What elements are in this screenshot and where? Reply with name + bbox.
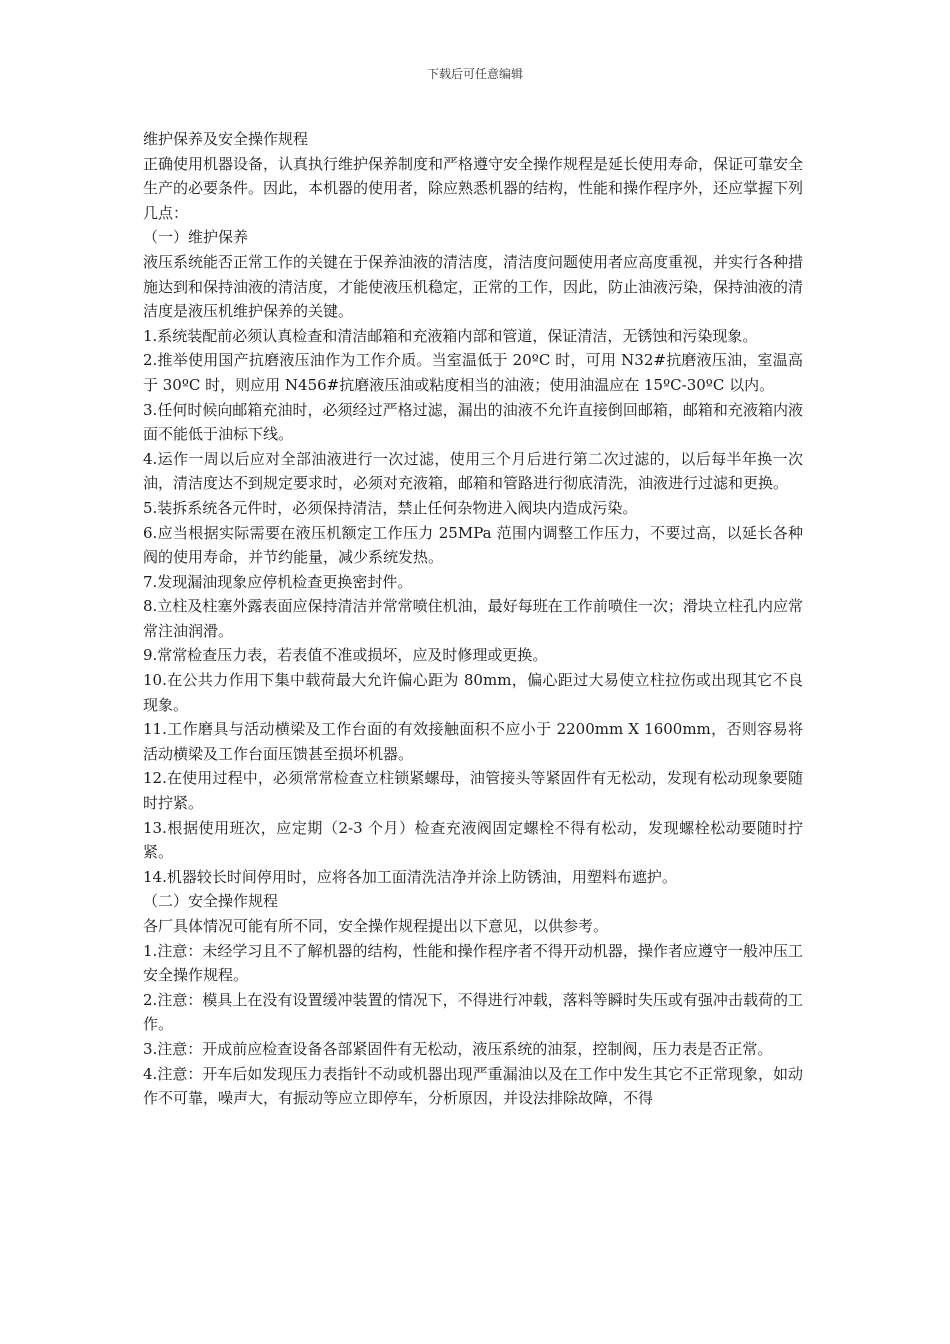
maintenance-item: 14.机器较长时间停用时，应将各加工面清洗洁净并涂上防锈油，用塑料布遮护。 — [143, 867, 677, 886]
section-heading-maintenance: （一）维护保养 — [143, 228, 249, 247]
safety-item: 1.注意：未经学习且不了解机器的结构，性能和操作程序者不得开动机器，操作者应遵守一般冲压工安全操作规程。 — [143, 941, 803, 985]
maintenance-item: 13.根据使用班次，应定期（2-3 个月）检查充液阀固定螺栓不得有松动，发现螺栓松动要随时拧紧。 — [143, 818, 803, 862]
maintenance-item: 2.推举使用国产抗磨液压油作为工作介质。当室温低于 20ºC 时，可用 N32#抗磨液压油，室温高于 30ºC 时，则应用 N456#抗磨液压油或粘度相当的油液；使用油温应在 15ºC-30ºC 以内。 — [143, 351, 803, 394]
section-heading-safety: （二）安全操作规程 — [143, 892, 279, 911]
safety-item: 4.注意：开车后如发现压力表指针不动或机器出现严重漏油以及在工作中发生其它不正常现象，如动作不可靠，噪声大，有振动等应立即停车，分析原因，并设法排除故障，不得 — [143, 1064, 803, 1108]
maintenance-item: 1.系统装配前必须认真检查和清洁邮箱和充液箱内部和管道，保证清洁，无锈蚀和污染现象。 — [143, 326, 758, 345]
safety-item: 3.注意：开成前应检查设备各部紧固件有无松动，液压系统的油泵，控制阀，压力表是否正常。 — [143, 1039, 773, 1058]
maintenance-item: 3.任何时候向邮箱充油时，必须经过严格过滤，漏出的油液不允许直接倒回邮箱，邮箱和充液箱内液面不能低于油标下线。 — [143, 400, 803, 444]
page-header-note: 下载后可任意编辑 — [426, 67, 523, 81]
maintenance-item: 12.在使用过程中，必须常常检查立柱锁紧螺母，油管接头等紧固件有无松动，发现有松动现象要随时拧紧。 — [143, 769, 803, 813]
safety-item: 2.注意：模具上在没有设置缓冲装置的情况下，不得进行冲载，落料等瞬时失压或有强冲击载荷的工作。 — [143, 990, 803, 1034]
maintenance-item: 7.发现漏油现象应停机检查更换密封件。 — [143, 572, 413, 591]
document-body — [143, 127, 803, 1111]
maintenance-item: 5.装拆系统各元件时，必须保持清洁，禁止任何杂物进入阀块内造成污染。 — [143, 498, 638, 517]
maintenance-item: 10.在公共力作用下集中载荷最大允许偏心距为 80mm，偏心距过大易使立柱拉伤或出现其它不良现象。 — [143, 671, 803, 714]
document-title: 维护保养及安全操作规程 — [143, 130, 309, 148]
maintenance-item: 6.应当根据实际需要在液压机额定工作压力 25MPa 范围内调整工作压力，不要过高，以延长各种阀的使用寿命，并节约能量，减少系统发热。 — [143, 523, 803, 567]
maintenance-item: 11.工作磨具与活动横梁及工作台面的有效接触面积不应小于 2200mm X 1600mm，否则容易将活动横梁及工作台面压馈甚至损坏机器。 — [143, 720, 803, 763]
safety-intro: 各厂具体情况可能有所不同，安全操作规程提出以下意见，以供参考。 — [143, 917, 609, 935]
maintenance-item: 4.运作一周以后应对全部油液进行一次过滤，使用三个月后进行第二次过滤的，以后每半年换一次油，清洁度达不到规定要求时，必须对充液箱，邮箱和管路进行彻底清洗，油液进行过滤和更换。 — [143, 449, 803, 493]
maintenance-intro: 液压系统能否正常工作的关键在于保养油液的清洁度，清洁度问题使用者应高度重视，并实行各种措施达到和保持油液的清洁度，才能使液压机稳定，正常的工作，因此，防止油液污染，保持油液的清洁度是液压机维护保养的关键。 — [143, 252, 804, 321]
intro-paragraph: 正确使用机器设备，认真执行维护保养制度和严格遵守安全操作规程是延长使用寿命，保证可靠安全生产的必要条件。因此，本机器的使用者，除应熟悉机器的结构，性能和操作程序外，还应掌握下列几点： — [143, 154, 804, 222]
maintenance-item: 9.常常检查压力表，若表值不准或损坏，应及时修理或更换。 — [143, 646, 548, 665]
maintenance-item: 8.立柱及柱塞外露表面应保持清洁并常常喷住机油，最好每班在工作前喷住一次；滑块立柱孔内应常常注油润滑。 — [143, 597, 803, 640]
